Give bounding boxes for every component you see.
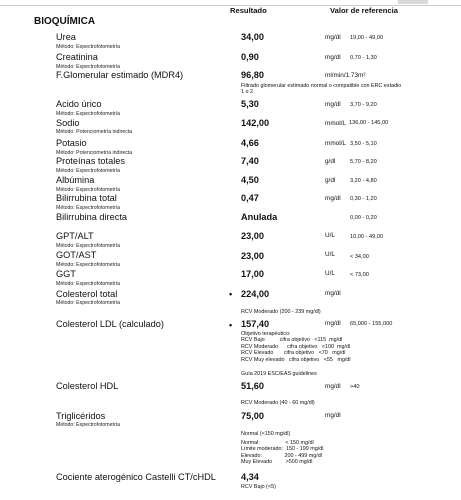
test-unit: U/L bbox=[325, 251, 335, 258]
guideline-note: Guía 2019 ESC/EAS guidelines bbox=[241, 371, 317, 377]
test-name: Urea bbox=[56, 32, 76, 42]
test-value: 5,30 bbox=[241, 99, 259, 109]
test-reference: 136,00 - 145,00 bbox=[349, 120, 389, 126]
test-name: Colesterol LDL (calculado) bbox=[56, 319, 164, 329]
test-value: 224,00 bbox=[241, 289, 270, 299]
test-unit: U/L bbox=[325, 232, 335, 239]
test-value: 23,00 bbox=[241, 231, 264, 241]
test-reference: 19,00 - 49,00 bbox=[350, 35, 383, 41]
header-valor-referencia: Valor de referencia bbox=[330, 6, 398, 15]
test-reference: < 73,00 bbox=[350, 272, 369, 278]
test-method: Método: Espectrofotometría bbox=[56, 168, 121, 174]
test-value: 34,00 bbox=[241, 32, 264, 42]
test-value: 51,60 bbox=[241, 381, 264, 391]
test-reference: >40 bbox=[350, 384, 360, 390]
test-value: 23,00 bbox=[241, 251, 264, 261]
test-name: Sodio bbox=[56, 118, 80, 128]
test-unit: mg/dl bbox=[325, 54, 341, 61]
test-name: GGT bbox=[56, 269, 76, 279]
test-unit: mg/dl bbox=[325, 34, 341, 41]
abnormal-flag: • bbox=[229, 320, 233, 330]
test-interpretation: Normal (<150 mg/dl) bbox=[241, 431, 291, 437]
test-reference: 3,70 - 9,20 bbox=[350, 102, 377, 108]
test-method: Método: Espectrofotometría bbox=[56, 111, 121, 117]
test-value: 17,00 bbox=[241, 269, 264, 279]
test-value: 4,34 bbox=[241, 472, 259, 482]
test-method: Método: Espectrofotometría bbox=[56, 187, 121, 193]
test-value: 157,40 bbox=[241, 319, 270, 329]
test-reference: 3,50 - 5,10 bbox=[350, 141, 377, 147]
test-name: Triglicéridos bbox=[56, 411, 106, 421]
test-unit: mmol/L bbox=[325, 120, 346, 127]
test-value: 4,50 bbox=[241, 175, 259, 185]
ldl-target-table: Objetivo terapéutico: RCV Bajo cifra objetivo <115 mg/dl RCV Moderado cifra objetivo <100 mg/dl RCV Elevado cifra objetivo <70 mg/dl RCV Muy elevado cifra objetivo <55 mg/dl bbox=[241, 331, 351, 363]
section-title: BIOQUÍMICA bbox=[34, 16, 96, 27]
test-method: Método: Espectrofotometría bbox=[56, 44, 121, 50]
test-unit: mg/dl bbox=[325, 320, 341, 327]
test-reference: < 34,00 bbox=[350, 254, 369, 260]
abnormal-flag: • bbox=[229, 289, 233, 299]
test-method: Método: Espectrofotometría bbox=[56, 262, 121, 268]
test-method: Método: Potenciometría indirecta bbox=[56, 129, 133, 135]
test-name: GOT/AST bbox=[56, 250, 97, 260]
test-unit: g/dl bbox=[325, 158, 336, 165]
test-reference: 0,00 - 0,20 bbox=[350, 215, 377, 221]
test-interpretation: Filtrado glomerular estimado normal o compatible con ERC estadio 1 o 2 bbox=[241, 83, 402, 96]
test-value: Anulada bbox=[241, 212, 278, 222]
test-unit: mg/dl bbox=[325, 195, 341, 202]
test-value: 0,47 bbox=[241, 193, 259, 203]
test-value: 0,90 bbox=[241, 52, 259, 62]
test-name: GPT/ALT bbox=[56, 231, 94, 241]
test-name: Proteínas totales bbox=[56, 156, 125, 166]
test-method: Método: Espectrofotometría bbox=[56, 422, 121, 428]
test-unit: mmol/L bbox=[325, 140, 346, 147]
test-method: Método: Espectrofotometría bbox=[56, 64, 121, 70]
test-name: Cociente aterogénico Castelli CT/cHDL bbox=[56, 472, 216, 482]
test-value: 96,80 bbox=[241, 70, 264, 80]
test-value: 75,00 bbox=[241, 411, 264, 421]
test-unit: g/dl bbox=[325, 177, 336, 184]
test-reference: 3,20 - 4,80 bbox=[350, 178, 377, 184]
test-name: Colesterol HDL bbox=[56, 381, 119, 391]
triglycerides-ranges: Normal: < 150 mg/dl Límite moderado: 150 - 199 mg/dl Elevado: 200 - 499 mg/dl Muy Elevado >500 mg/dl bbox=[241, 440, 324, 466]
test-reference: 0,30 - 1,20 bbox=[350, 196, 377, 202]
test-reference: 65,000 - 155,000 bbox=[350, 321, 393, 327]
test-name: Bilirrubina total bbox=[56, 193, 117, 203]
test-name: Potasio bbox=[56, 138, 87, 148]
test-name: F.Glomerular estimado (MDR4) bbox=[56, 70, 184, 80]
test-value: 142,00 bbox=[241, 118, 270, 128]
test-unit: ml/min/1.73m² bbox=[325, 72, 366, 79]
test-reference: 5,70 - 8,20 bbox=[350, 159, 377, 165]
test-name: Colesterol total bbox=[56, 289, 118, 299]
test-unit: mg/dl bbox=[325, 412, 341, 419]
test-name: Acido úrico bbox=[56, 99, 102, 109]
test-method: Método: Espectrofotometría bbox=[56, 281, 121, 287]
test-name: Creatinina bbox=[56, 52, 98, 62]
test-name: Albúmina bbox=[56, 175, 95, 185]
test-unit: U/L bbox=[325, 270, 335, 277]
test-unit: mg/dl bbox=[325, 383, 341, 390]
test-value: 7,40 bbox=[241, 156, 259, 166]
test-method: Método: Potenciometría indirecta bbox=[56, 150, 133, 156]
test-method: Método: Espectrofotometría bbox=[56, 300, 121, 306]
test-value: 4,66 bbox=[241, 138, 259, 148]
page-top-mark bbox=[398, 0, 428, 4]
test-reference: 10,00 - 49,00 bbox=[350, 234, 383, 240]
test-interpretation: RCV Moderado (40 - 60 mg/dl) bbox=[241, 400, 315, 406]
test-unit: mg/dl bbox=[325, 290, 341, 297]
test-method: Método: Espectrofotometría bbox=[56, 205, 121, 211]
test-interpretation: RCV Bajo (<5) bbox=[241, 484, 276, 490]
test-method: Método: Espectrofotometría bbox=[56, 243, 121, 249]
test-interpretation: RCV Moderado (200 - 239 mg/dl) bbox=[241, 309, 321, 315]
test-reference: 0,70 - 1,30 bbox=[350, 55, 377, 61]
test-unit: mg/dl bbox=[325, 101, 341, 108]
header-resultado: Resultado bbox=[230, 6, 267, 15]
test-name: Bilirrubina directa bbox=[56, 212, 127, 222]
